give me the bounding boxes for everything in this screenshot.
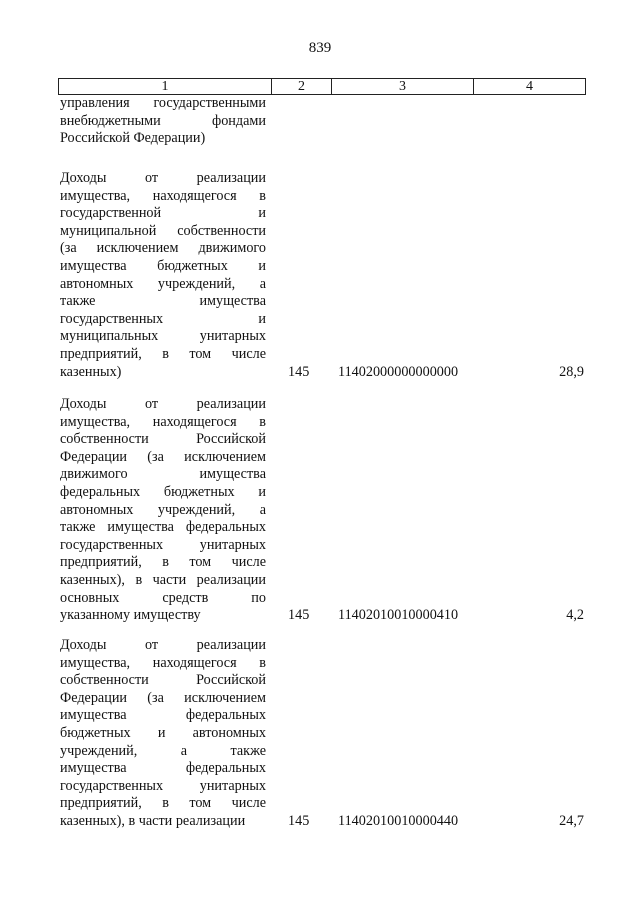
description-line: Федерации (за исключением xyxy=(60,689,266,706)
description-line: казенных), в части реализации xyxy=(60,812,246,829)
description-line: Доходы от реализации xyxy=(60,170,266,186)
amount: 24,7 xyxy=(559,813,584,829)
budget-classification-code: 11402010010000440 xyxy=(338,813,459,829)
column-header-2: 2 xyxy=(272,79,332,94)
description-line: основных средств по xyxy=(60,589,266,606)
description-line: имущества федеральных xyxy=(60,707,266,724)
description-line: государственных унитарных xyxy=(60,777,266,794)
column-header-3: 3 xyxy=(332,79,474,94)
description-line: бюджетных и автономных xyxy=(60,724,266,741)
description-line: указанному имуществу xyxy=(60,607,201,624)
admin-code: 145 xyxy=(288,813,310,829)
description-line: Доходы от реализации xyxy=(60,396,266,412)
description-line: автономных учреждений, а xyxy=(60,501,266,518)
description-line: предприятий, в том числе xyxy=(60,795,266,812)
description-line: предприятий, в том числе xyxy=(60,345,266,362)
admin-code: 145 xyxy=(288,607,310,624)
description-line: имущества, находящегося в xyxy=(60,187,266,204)
description-line: казенных) xyxy=(60,363,122,380)
description-line: учреждений, а также xyxy=(60,742,266,759)
description-line: Федерации (за исключением xyxy=(60,448,266,465)
description-line: собственности Российской xyxy=(60,431,266,448)
page-number: 839 xyxy=(308,40,332,56)
description-line: Доходы от реализации xyxy=(60,637,266,653)
description-line: казенных), в части реализации xyxy=(60,571,266,588)
description-line: также имущества федеральных xyxy=(60,519,266,536)
description-line: имущества, находящегося в xyxy=(60,654,266,671)
description-line: муниципальной собственности xyxy=(60,222,266,239)
description-line: имущества федеральных xyxy=(60,760,266,777)
row-description xyxy=(60,637,266,831)
description-line: собственности Российской xyxy=(60,672,266,689)
admin-code: 145 xyxy=(288,363,310,380)
amount: 4,2 xyxy=(566,607,584,624)
description-line: предприятий, в том числе xyxy=(60,554,266,571)
description-line: внебюджетными фондами xyxy=(60,112,266,129)
row-description xyxy=(60,396,266,625)
row-description xyxy=(60,95,266,148)
budget-classification-code: 11402010010000410 xyxy=(338,607,459,624)
description-line: управления государственными xyxy=(60,95,266,111)
description-line: государственных и xyxy=(60,310,266,327)
description-line: движимого имущества xyxy=(60,466,266,483)
description-line: государственной и xyxy=(60,205,266,222)
table-header-row xyxy=(58,78,586,95)
description-line: (за исключением движимого xyxy=(60,240,266,257)
description-line: автономных учреждений, а xyxy=(60,275,266,292)
budget-classification-code: 11402000000000000 xyxy=(338,363,459,380)
column-header-4: 4 xyxy=(526,79,533,94)
description-line: имущества, находящегося в xyxy=(60,413,266,430)
column-header-1: 1 xyxy=(59,79,272,94)
description-line: государственных унитарных xyxy=(60,536,266,553)
description-line: Российской Федерации) xyxy=(60,130,206,147)
description-line: также имущества xyxy=(60,293,266,310)
description-line: имущества бюджетных и xyxy=(60,257,266,274)
row-description xyxy=(60,170,266,381)
amount: 28,9 xyxy=(559,363,584,380)
description-line: федеральных бюджетных и xyxy=(60,483,266,500)
description-line: муниципальных унитарных xyxy=(60,328,266,345)
